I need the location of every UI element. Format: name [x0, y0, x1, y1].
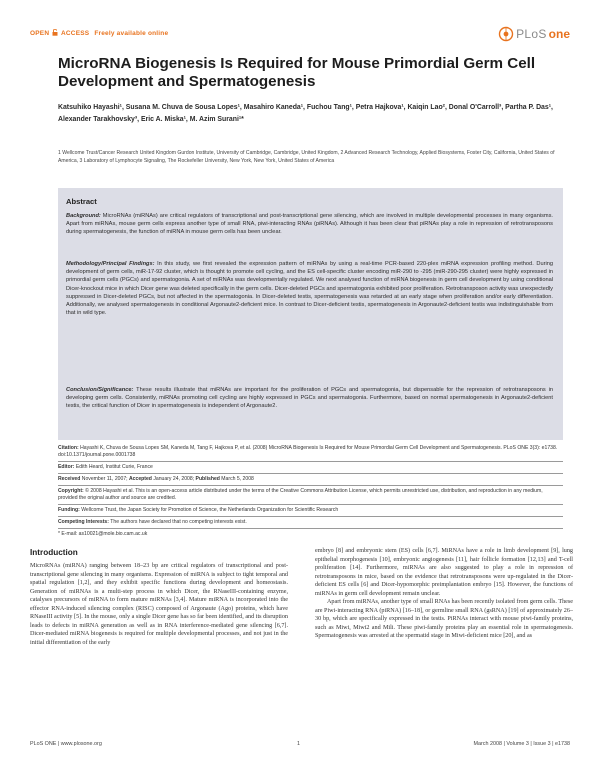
dates [58, 476, 563, 483]
divider [58, 516, 563, 517]
conclusion-text: These results illustrate that miRNAs are important for the proliferation of PGCs and spermatogonia, but dispensable for the repression of retrotransposons in developing germ cells. Consistently, miRNAs promoting cell cycling are highly expressed in PGCs and spermatogonia. Furthermore, based on normal spermatogenesis in Argonaute2-deficient testis, the critical function of Dicer in spermatogenesis is independent of Argonaute2. [66, 387, 553, 410]
logo-plos-text: PLoS [516, 27, 547, 41]
abstract-methods [66, 260, 553, 317]
open-access-access-label: ACCESS [61, 30, 90, 37]
header-bar [30, 24, 570, 44]
citation-label: Citation: [58, 445, 79, 451]
footer-journal[interactable]: PLoS ONE | www.plosone.org [30, 741, 102, 747]
funding-text: Wellcome Trust, the Japan Society for Promotion of Science, the Netherlands Organization for Scientific Research [79, 507, 339, 513]
competing-text: The authors have declared that no competing interests exist. [108, 519, 247, 525]
intro-paragraph: MicroRNAs (miRNA) ranging between 18–23 bp are critical regulators of transcriptional and post-transcriptional gene silencing in many organisms. Expression of miRNA is subject to tight temporal and spatial regulation [1,2], and they exhibit specific functions during development and homeostasis. Generation of miRNAs is a multi-step process in which Dicer, the RNaseIII-containing enzyme, catalyses precursors of miRNA to form mature miRNAs [3,4]. Mature miRNA is incorporated into the effector RNA-induced silencing complex (RISC) composed of Argonaute (Ago) proteins, which have RNaseIII activity [5]. In the mouse, only a single Dicer gene has so far been identified, and its disruption leads to defects in miRNA generation as well as in RNA interference-mediated gene silencing [6,7]. Dicer-mediated miRNA biogenesis is required for multiple developmental processes, and not just in the initial differentiation of the early [30, 563, 288, 646]
footer-issue: March 2008 | Volume 3 | Issue 3 | e1738 [473, 741, 570, 747]
divider [58, 473, 563, 474]
article-title: MicroRNA Biogenesis Is Required for Mouse Primordial Germ Cell Development and Spermatogenesis [58, 55, 536, 90]
copyright [58, 488, 563, 503]
copyright-label: Copyright: [58, 488, 84, 494]
logo-one-text: one [548, 27, 570, 41]
freely-available-label: Freely available online [94, 30, 169, 37]
open-access-open-label: OPEN [30, 30, 50, 37]
footer-page-number: 1 [297, 741, 300, 747]
open-lock-icon [52, 29, 58, 36]
intro-paragraph: Apart from miRNAs, another type of small RNAs has been recently isolated from germ cells. These are Piwi-interacting RNA (piRNA) [16–18], or germline small RNA (gsRNA) [19] of approximately 26–30 bp, which are specifically expressed in the testis. PiRNAs interact with mouse piwi-family proteins, such as Miwi, Miwi2 and Mili. These piwi-family proteins play an essential role in spermatogenesis. Spermatogenesis was arrested at the spermatid stage in Miwi-deficient mice [20], and as [315, 599, 573, 640]
competing-interests [58, 519, 563, 526]
plos-logo-icon [498, 26, 514, 42]
methods-text: In this study, we first revealed the expression pattern of miRNAs by using a real-time PCR-based 220-plex miRNA expression profiling method. During development of germ cells, miR-17-92 cluster, which is thought to promote cell cycling, and the ES cell-specific cluster encoding miR-290 to -295 (miR-290-295 cluster) were highly expressed in primordial germ cells (PGCs) and spermatogonia. A set of miRNAs was developmentally regulated. We next analysed function of miRNA biogenesis in germ cell development by using conditional Dicer-knockout mice in which Dicer gene was deleted specifically in the germ cells. Dicer-deleted PGCs and spermatogonia exhibited poor proliferation. Retrotransposon activity was unexpectedly suppressed in Dicer-deleted PGCs, but not affected in the spermatogonia. In Dicer-deleted testis, spermatogenesis was retarded at an early stage when proliferation and/or early differentiation. Additionally, we analysed spermatogenesis in conditional Argonaute2-deficient mice. In contrast to Dicer-deficient testis, spermatogenesis in Argonaute2-deficient testis was indistinguishable from that in wild type. [66, 261, 553, 317]
editor-text: Edith Heard, Institut Curie, France [74, 464, 153, 470]
abstract-conclusion [66, 386, 553, 411]
published-label: Published [195, 476, 220, 482]
author-list: Katsuhiko Hayashi¹, Susana M. Chuva de Sousa Lopes¹, Masahiro Kaneda¹, Fuchou Tang¹, Petra Hajkova¹, Kaiqin Lao², Donal O'Carroll³, Partha P. Das¹, Alexander Tarakhovsky³, Eric A. Miska¹, M. Azim Surani¹* [58, 104, 553, 123]
corresponding-email[interactable]: * E-mail: as10021@mole.bio.cam.ac.uk [58, 531, 148, 537]
affiliations: 1 Wellcome Trust/Cancer Research United Kingdom Gurdon Institute, University of Cambridge, Cambridge, United Kingdom, 2 Advanced Research Technology, Applied Biosystems, Foster City, California, United States of America, 3 Laboratory of Lymphocyte Signaling, The Rockefeller University, New York, New York, United States of America [58, 150, 555, 165]
right-column [315, 547, 573, 641]
methods-label: Methodology/Principal Findings: [66, 261, 155, 267]
divider [58, 528, 563, 529]
published-date: March 5, 2008 [219, 476, 254, 482]
plos-one-logo[interactable] [498, 24, 570, 44]
accepted-label: Accepted [128, 476, 152, 482]
introduction-heading: Introduction [30, 548, 78, 557]
divider [58, 461, 563, 462]
divider [58, 504, 563, 505]
citation-text: Hayashi K, Chuva de Sousa Lopes SM, Kaneda M, Tang F, Hajkova P, et al. (2008) MicroRNA Biogenesis Is Required for Mouse Primordial Germ Cell Development and Spermatogenesis. PLoS ONE 3(3): e1738. doi:10.1371/journal.pone.0001738 [58, 445, 558, 459]
conclusion-label: Conclusion/Significance: [66, 387, 134, 393]
citation [58, 445, 563, 460]
abstract-background [66, 212, 553, 237]
abstract-box [58, 188, 563, 440]
intro-paragraph: embryo [8] and embryonic stem (ES) cells [6,7]. MiRNAs have a role in limb development [9], lung epithelial morphogenesis [10], embryonic angiogenesis [11], hair follicle formation [12,13] and T-cell proliferation [14]. Furthermore, miRNAs are also suggested to play a role in repression of retrotransposons in mice, based on the evidence that retrotransposons were up-regulated in the Dicer-deficient ES cells [6] and Dicer-hypomorphic preimplantation embryo [15]. However, the functions of miRNAs in germ cell development remain unclear. [315, 548, 573, 597]
background-text: MicroRNAs (miRNAs) are critical regulators of transcriptional and post-transcriptional gene silencing, which are involved in multiple developmental processes in many organisms. Apart from miRNAs, mouse germ cells express another type of small RNA, piwi-interacting RNAs (piRNAs). Although it has been clear that piRNAs play a role in repression of retrotransposons during spermatogenesis, the function of miRNA in mouse germ cells has been unclear. [66, 213, 553, 236]
abstract-heading: Abstract [66, 197, 97, 206]
received-date: November 11, 2007; [80, 476, 129, 482]
background-label: Background: [66, 213, 101, 219]
accepted-date: January 24, 2008; [151, 476, 196, 482]
divider [58, 485, 563, 486]
competing-label: Competing Interests: [58, 519, 109, 525]
left-column [30, 562, 288, 647]
copyright-text: © 2008 Hayashi et al. This is an open-access article distributed under the terms of the Creative Commons Attribution License, which permits unrestricted use, distribution, and reproduction in any medium, provided the original author and source are credited. [58, 488, 543, 502]
received-label: Received [58, 476, 81, 482]
funding-label: Funding: [58, 507, 80, 513]
open-access-badge [30, 29, 168, 37]
editor [58, 464, 563, 471]
funding [58, 507, 563, 514]
editor-label: Editor: [58, 464, 75, 470]
